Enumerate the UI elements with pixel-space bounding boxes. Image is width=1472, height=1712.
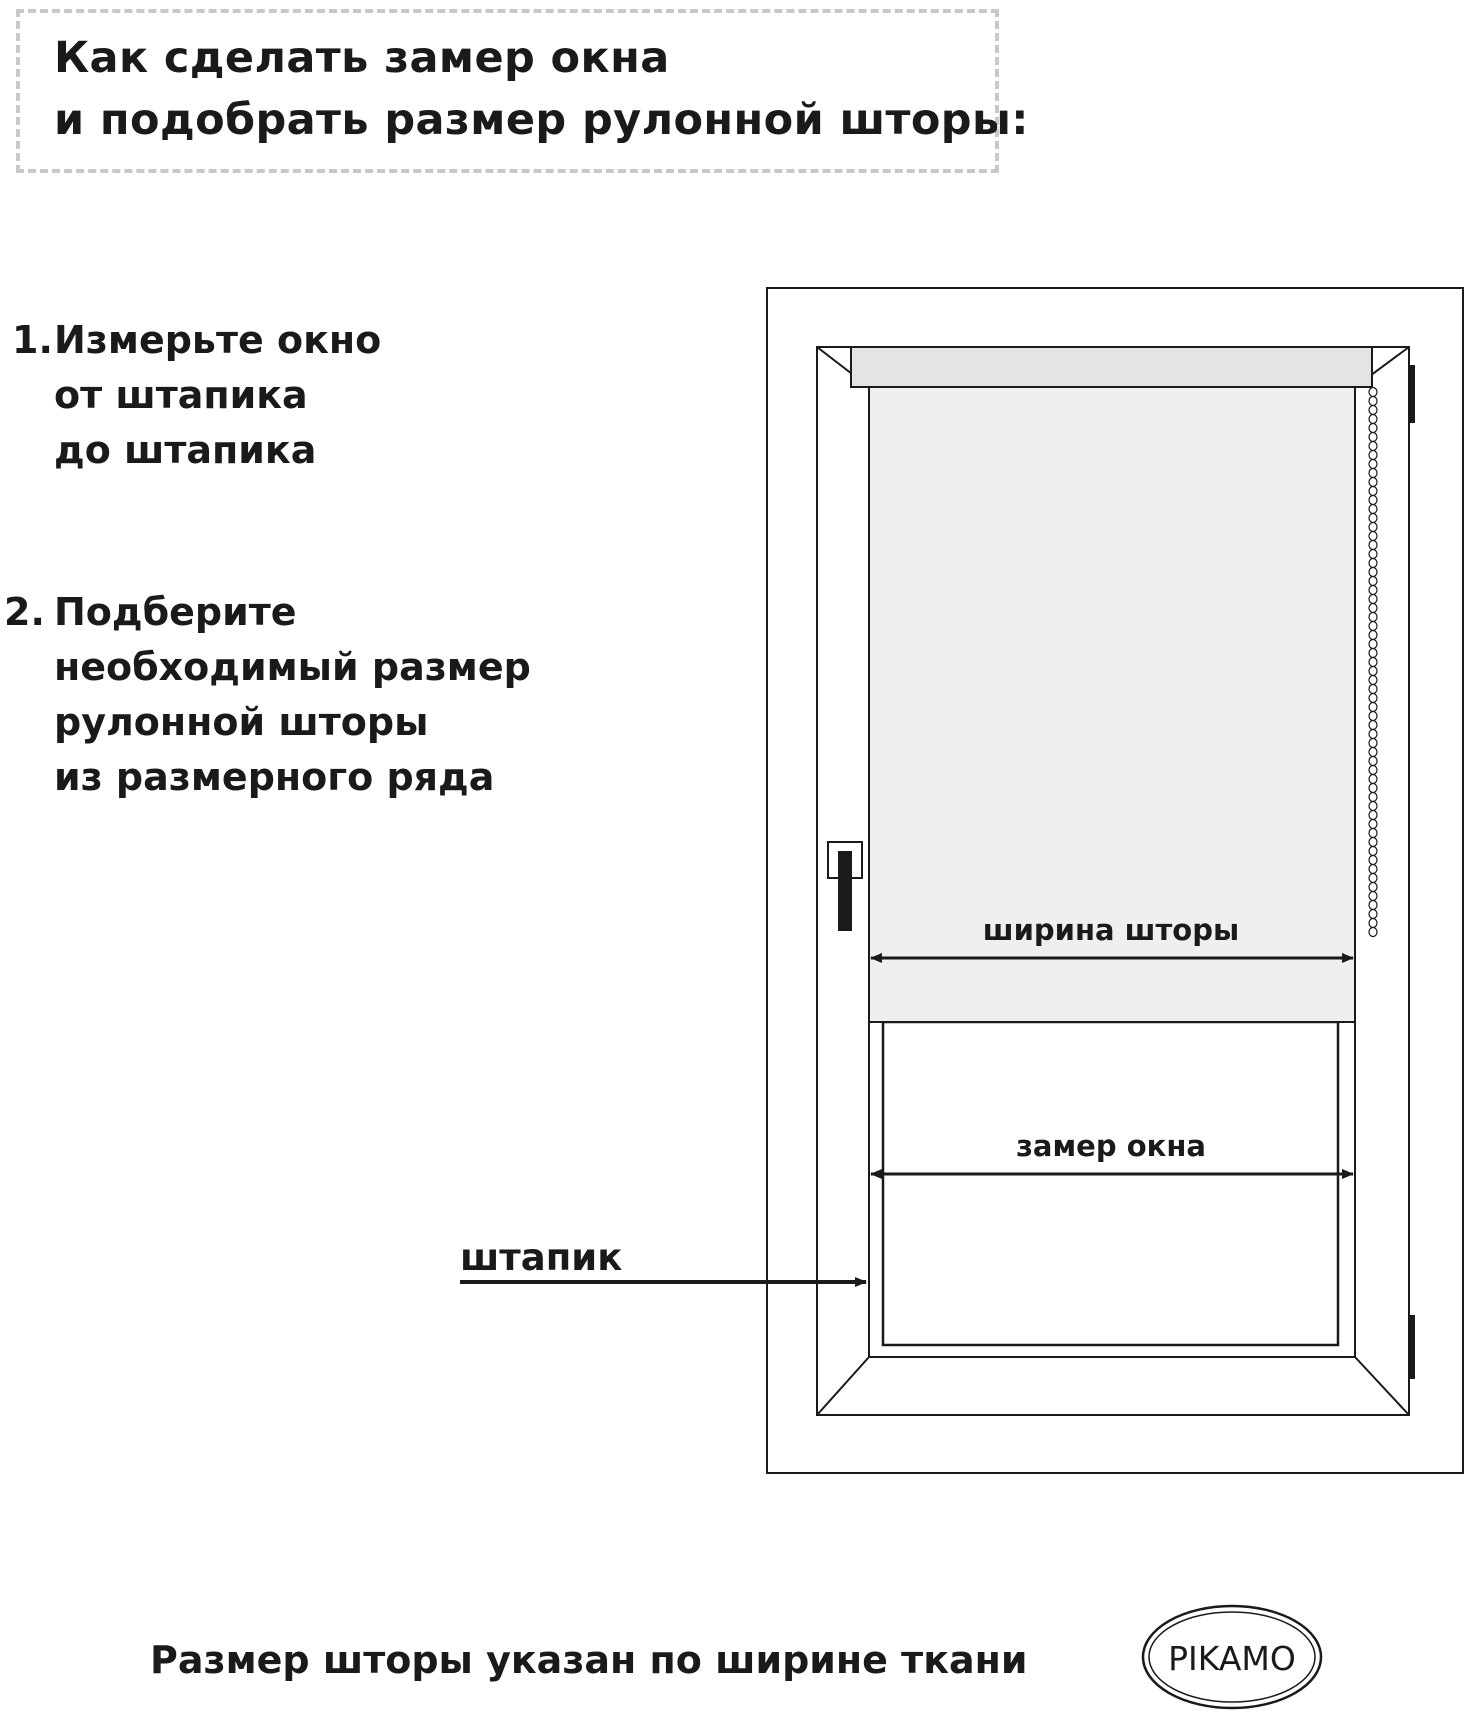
chain-bead [1369, 568, 1377, 577]
blind-width-label: ширина шторы [982, 913, 1240, 947]
chain-bead [1369, 631, 1377, 640]
chain-bead [1369, 523, 1377, 532]
chain-bead [1369, 829, 1377, 838]
chain-bead [1369, 559, 1377, 568]
chain-bead [1369, 451, 1377, 460]
title-line-1: Как сделать замер окна [54, 33, 670, 83]
chain-bead [1369, 847, 1377, 856]
chain-bead [1369, 676, 1377, 685]
chain-bead [1369, 838, 1377, 847]
chain-bead [1369, 820, 1377, 829]
chain-bead [1369, 721, 1377, 730]
chain-bead [1369, 667, 1377, 676]
chain-bead [1369, 739, 1377, 748]
step-1-line-2: от штапика [54, 373, 308, 417]
chain-bead [1369, 460, 1377, 469]
chain-bead [1369, 910, 1377, 919]
title-line-2: и подобрать размер рулонной шторы: [54, 95, 1029, 145]
footer-note: Размер шторы указан по ширине ткани [150, 1638, 1028, 1682]
chain-bead [1369, 730, 1377, 739]
chain-bead [1369, 469, 1377, 478]
chain-bead [1369, 586, 1377, 595]
chain-bead [1369, 919, 1377, 928]
chain-bead [1369, 640, 1377, 649]
chain-bead [1369, 712, 1377, 721]
chain-bead [1369, 901, 1377, 910]
step-2-line-3: рулонной шторы [54, 700, 429, 744]
chain-bead [1369, 496, 1377, 505]
step-1-line-1: Измерьте окно [54, 318, 382, 362]
chain-bead [1369, 649, 1377, 658]
step-2-number: 2. [4, 590, 45, 634]
chain-bead [1369, 811, 1377, 820]
blind-cassette [851, 347, 1372, 387]
chain-bead [1369, 703, 1377, 712]
chain-bead [1369, 802, 1377, 811]
chain-bead [1369, 694, 1377, 703]
chain-bead [1369, 622, 1377, 631]
step-1-line-3: до штапика [54, 428, 317, 472]
chain-bead [1369, 865, 1377, 874]
glass-pane [883, 1022, 1338, 1345]
chain-bead [1369, 388, 1377, 397]
chain-bead [1369, 613, 1377, 622]
chain-bead [1369, 784, 1377, 793]
chain-bead [1369, 415, 1377, 424]
chain-bead [1369, 505, 1377, 514]
chain-bead [1369, 748, 1377, 757]
chain-bead [1369, 424, 1377, 433]
chain-bead [1369, 550, 1377, 559]
logo-text: PIKAMO [1168, 1639, 1296, 1678]
chain-bead [1369, 595, 1377, 604]
step-2-line-4: из размерного ряда [54, 755, 495, 799]
hinge-top [1409, 365, 1415, 423]
glazing-bead-label: штапик [460, 1236, 623, 1279]
chain-bead [1369, 775, 1377, 784]
chain-bead [1369, 928, 1377, 937]
pikamo-logo [1143, 1606, 1321, 1708]
chain-bead [1369, 766, 1377, 775]
chain-bead [1369, 856, 1377, 865]
step-2-line-1: Подберите [54, 590, 297, 634]
chain-bead [1369, 397, 1377, 406]
chain-bead [1369, 532, 1377, 541]
chain-bead [1369, 874, 1377, 883]
chain-bead [1369, 685, 1377, 694]
chain-bead [1369, 478, 1377, 487]
chain-cord [1369, 388, 1377, 937]
chain-bead [1369, 757, 1377, 766]
chain-bead [1369, 658, 1377, 667]
step-1-number: 1. [12, 318, 53, 362]
chain-bead [1369, 541, 1377, 550]
handle-lever [838, 851, 852, 931]
chain-bead [1369, 577, 1377, 586]
chain-bead [1369, 883, 1377, 892]
chain-bead [1369, 604, 1377, 613]
chain-bead [1369, 892, 1377, 901]
step-2-line-2: необходимый размер [54, 645, 531, 689]
chain-bead [1369, 433, 1377, 442]
chain-bead [1369, 514, 1377, 523]
window-measure-label: замер окна [1016, 1129, 1206, 1163]
chain-bead [1369, 487, 1377, 496]
chain-bead [1369, 406, 1377, 415]
chain-bead [1369, 442, 1377, 451]
hinge-bottom [1409, 1315, 1415, 1379]
chain-bead [1369, 793, 1377, 802]
